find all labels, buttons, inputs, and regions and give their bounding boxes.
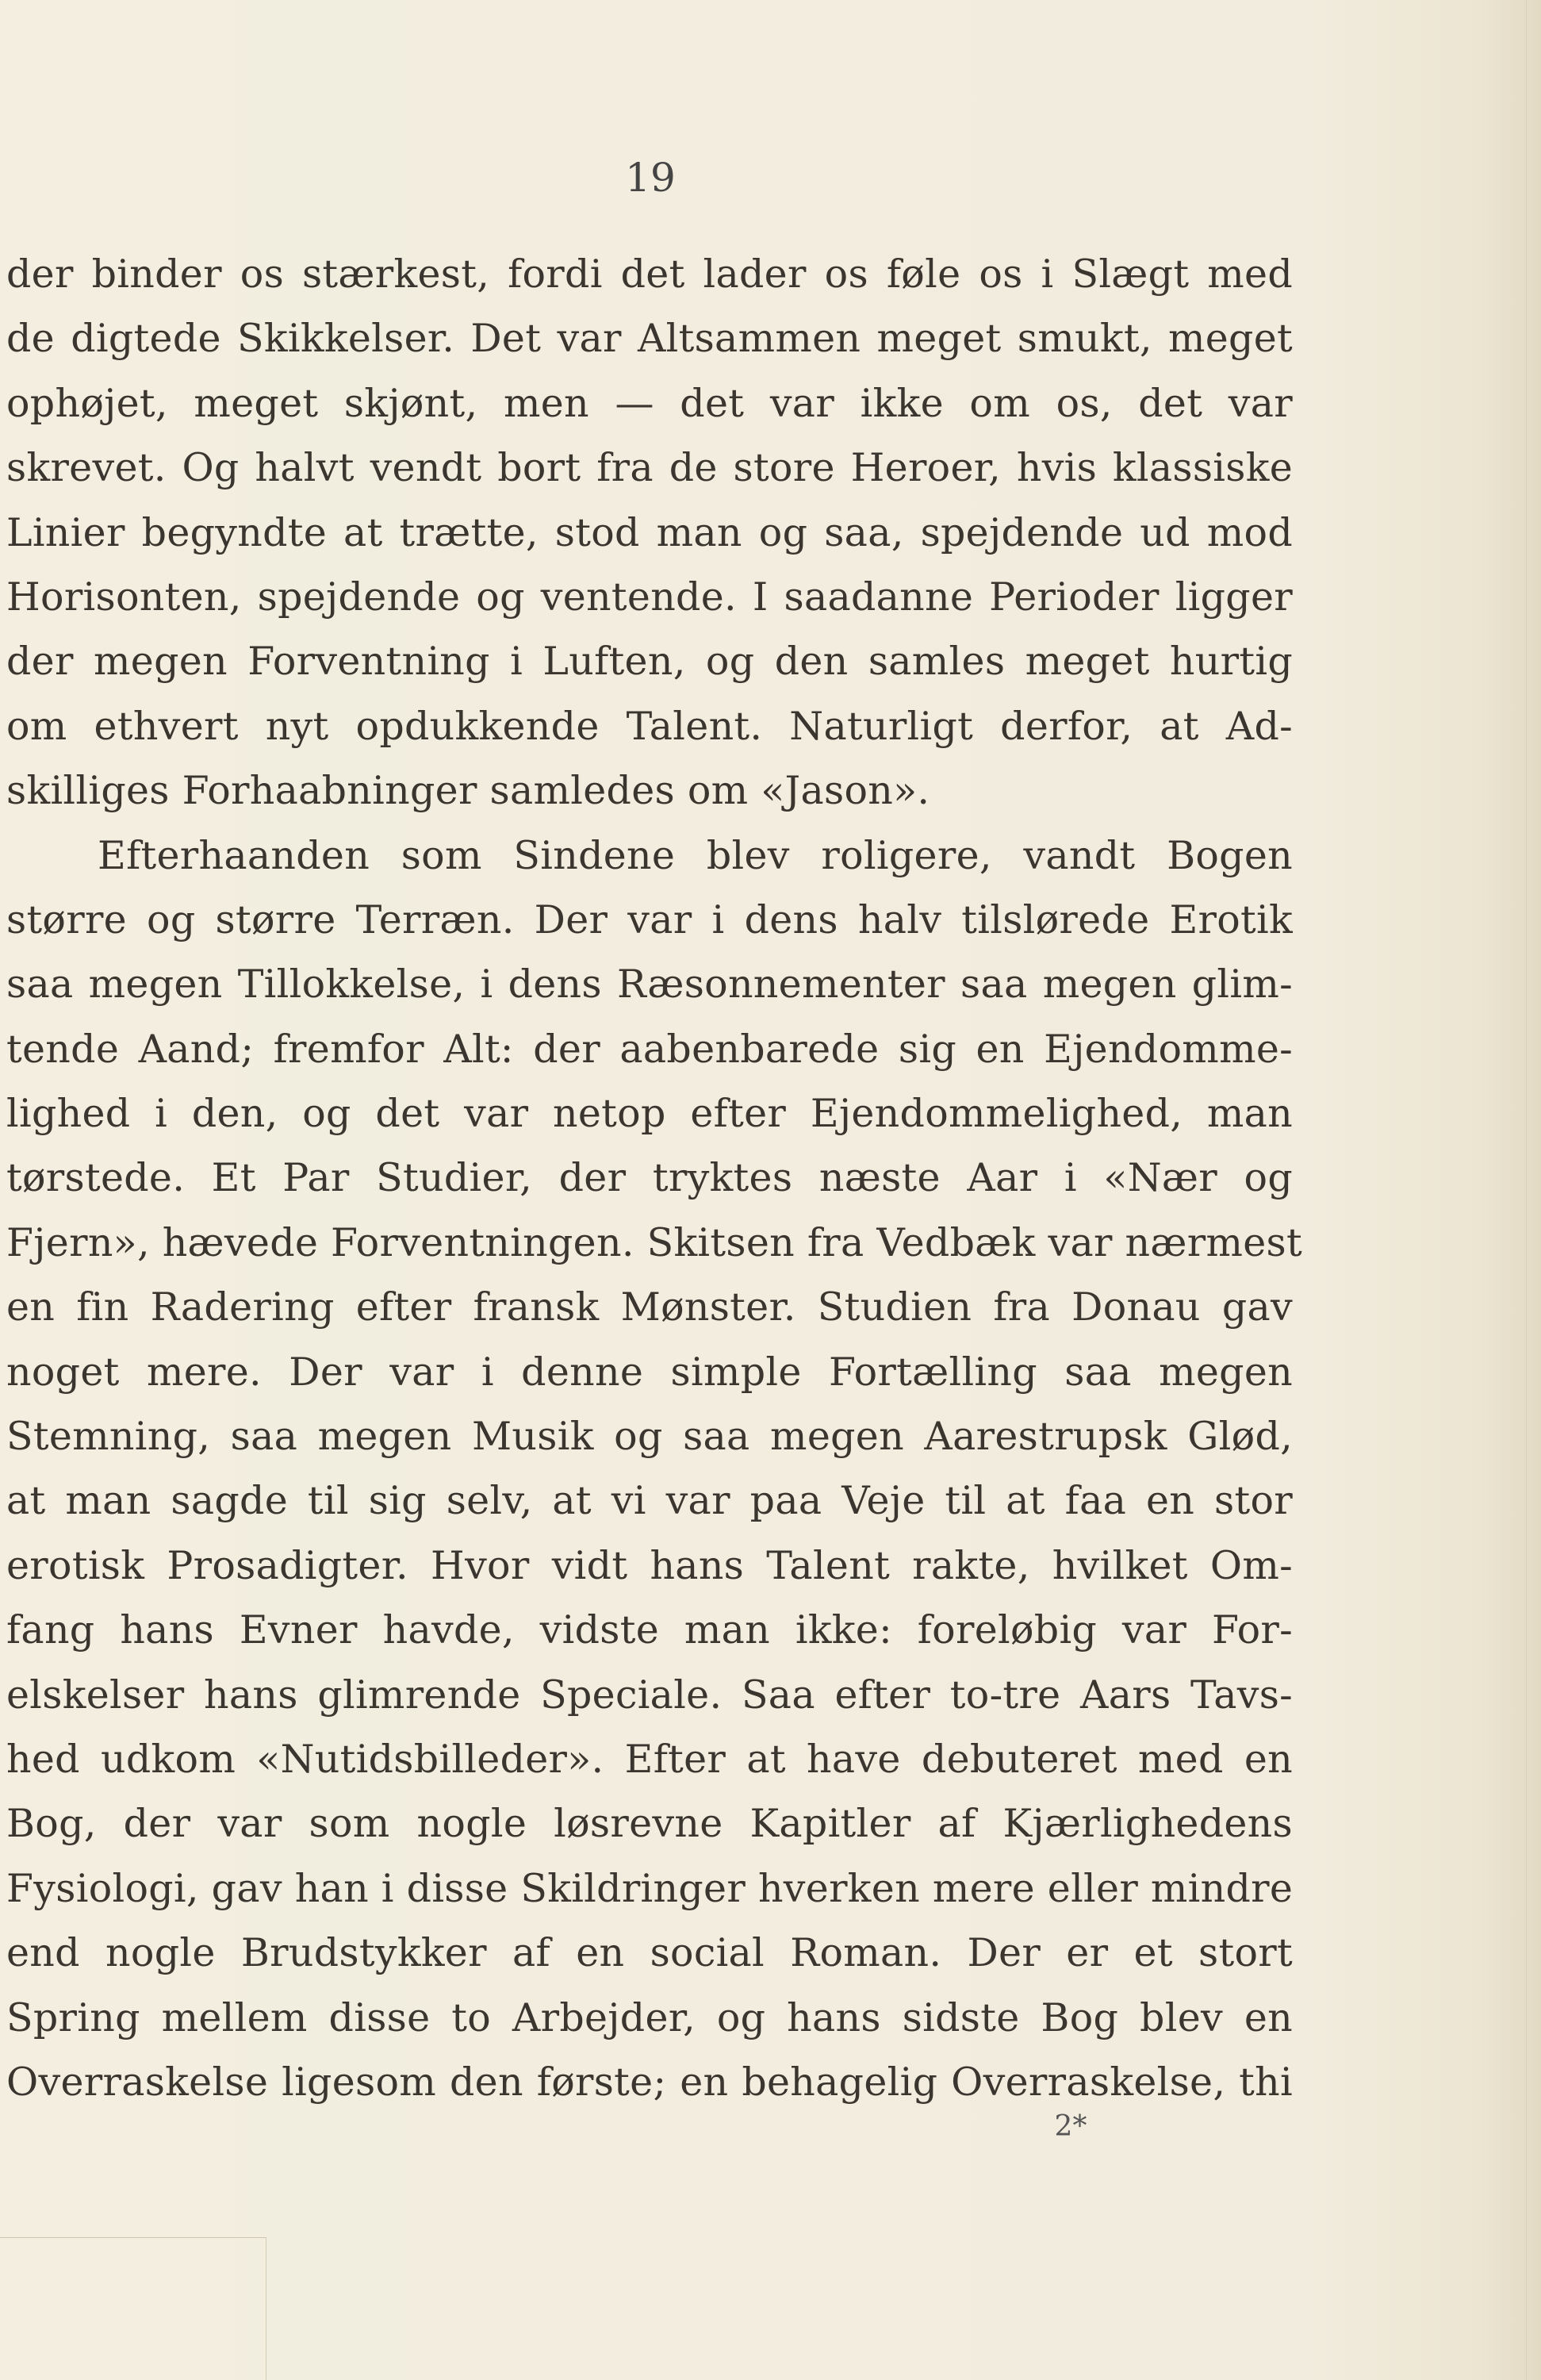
text-line: Overraskelse ligesom den første; en behagelig Overraskelse, thi: [6, 2059, 1293, 2105]
text-line: Bog, der var som nogle løsrevne Kapitler af Kjærlighedens: [6, 1801, 1293, 1847]
text-line: tørstede. Et Par Studier, der tryktes næste Aar i «Nær og: [6, 1155, 1293, 1201]
text-line: fang hans Evner havde, vidste man ikke: foreløbig var For-: [6, 1607, 1293, 1653]
text-line: Horisonten, spejdende og ventende. I saadanne Perioder ligger: [6, 574, 1293, 620]
text-line: Spring mellem disse to Arbejder, og hans sidste Bog blev en: [6, 1994, 1293, 2040]
scan-artifact-rule: [0, 2237, 266, 2238]
text-line: Stemning, saa megen Musik og saa megen Aarestrupsk Glød,: [6, 1414, 1293, 1460]
text-line: Efterhaanden som Sindene blev roligere, vandt Bogen: [98, 832, 1293, 878]
text-line: saa megen Tillokkelse, i dens Ræsonnementer saa megen glim-: [6, 962, 1293, 1008]
page-number: 19: [625, 155, 676, 201]
text-line: skilliges Forhaabninger samledes om «Jason».: [6, 768, 930, 814]
text-line: om ethvert nyt opdukkende Talent. Naturligt derfor, at Ad-: [6, 703, 1293, 749]
text-line: noget mere. Der var i denne simple Fortælling saa megen: [6, 1349, 1293, 1395]
text-line: de digtede Skikkelser. Det var Altsammen meget smukt, meget: [6, 316, 1293, 362]
text-line: hed udkom «Nutidsbilleder». Efter at have debuteret med en: [6, 1736, 1293, 1782]
text-line: end nogle Brudstykker af en social Roman. Der er et stort: [6, 1930, 1293, 1976]
text-body: [6, 242, 1302, 2114]
text-line: Fjern», hævede Forventningen. Skitsen fra Vedbæk var nærmest: [6, 1219, 1302, 1265]
text-line: en fin Radering efter fransk Mønster. Studien fra Donau gav: [6, 1284, 1293, 1330]
text-line: elskelser hans glimrende Speciale. Saa efter to-tre Aars Tavs-: [6, 1672, 1293, 1718]
text-line: erotisk Prosadigter. Hvor vidt hans Talent rakte, hvilket Om-: [6, 1542, 1293, 1588]
page-edge: [1526, 0, 1527, 2380]
signature-mark: 2*: [1054, 2110, 1087, 2143]
text-line: Fysiologi, gav han i disse Skildringer hverken mere eller mindre: [6, 1865, 1294, 1911]
text-line: større og større Terræn. Der var i dens halv tilslørede Erotik: [6, 896, 1293, 942]
text-line: Linier begyndte at trætte, stod man og saa, spejdende ud mod: [6, 509, 1293, 555]
text-line: at man sagde til sig selv, at vi var paa Veje til at faa en stor: [6, 1478, 1293, 1524]
text-line: der megen Forventning i Luften, og den samles meget hurtig: [6, 639, 1293, 685]
text-line: lighed i den, og det var netop efter Ejendommelighed, man: [6, 1091, 1293, 1137]
text-line: tende Aand; fremfor Alt: der aabenbarede sig en Ejendomme-: [6, 1026, 1293, 1072]
text-line: der binder os stærkest, fordi det lader os føle os i Slægt med: [6, 251, 1293, 297]
text-line: ophøjet, meget skjønt, men — det var ikke om os, det var: [6, 380, 1293, 426]
text-line: skrevet. Og halvt vendt bort fra de store Heroer, hvis klassiske: [6, 445, 1293, 491]
